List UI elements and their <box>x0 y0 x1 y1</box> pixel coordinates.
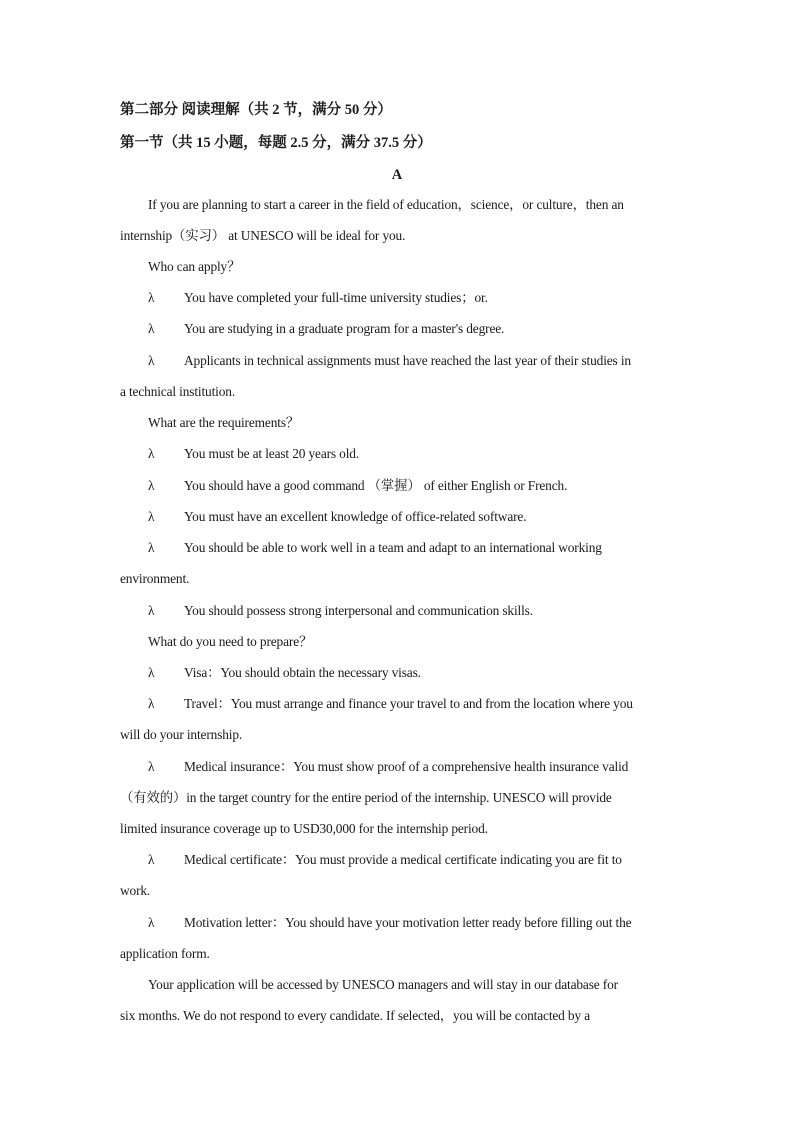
prepare-item-letter-line-2: application form. <box>120 946 210 961</box>
intro-line-2: internship（实习） at UNESCO will be ideal for you. <box>120 228 406 243</box>
requirement-item-4-line-1: You should be able to work well in a team and adapt to an international working <box>184 540 602 555</box>
apply-item-1: You have completed your full-time university studies；or. <box>184 290 488 305</box>
requirement-item-5: You should possess strong interpersonal and communication skills. <box>184 603 533 618</box>
requirement-item-2: You should have a good command （掌握） of either English or French. <box>184 478 568 493</box>
closing-line-1: Your application will be accessed by UNESCO managers and will stay in our database for <box>148 977 618 992</box>
bullet-symbol: λ <box>148 665 155 680</box>
bullet-symbol: λ <box>148 321 155 336</box>
apply-item-3-line-1: Applicants in technical assignments must have reached the last year of their studies in <box>184 353 631 368</box>
prepare-item-insurance-line-3: limited insurance coverage up to USD30,000 for the internship period. <box>120 821 488 836</box>
prepare-item-insurance-line-2: （有效的）in the target country for the entire period of the internship. UNESCO will provide <box>120 790 612 805</box>
bullet-symbol: λ <box>148 478 155 493</box>
bullet-symbol: λ <box>148 540 155 555</box>
question-requirements: What are the requirements？ <box>148 415 300 430</box>
prepare-item-certificate-line-1: Medical certificate：You must provide a medical certificate indicating you are fit to <box>184 852 622 867</box>
bullet-symbol: λ <box>148 509 155 524</box>
subsection-heading: 第一节（共 15 小题，每题 2.5 分，满分 37.5 分） <box>120 135 432 151</box>
bullet-symbol: λ <box>148 290 155 305</box>
question-prepare: What do you need to prepare？ <box>148 634 313 649</box>
prepare-item-letter-line-1: Motivation letter：You should have your motivation letter ready before filling out the <box>184 915 632 930</box>
prepare-item-certificate-line-2: work. <box>120 883 151 898</box>
apply-item-3-line-2: a technical institution. <box>120 384 236 399</box>
bullet-symbol: λ <box>148 852 155 867</box>
intro-line-1: If you are planning to start a career in the field of education，science，or culture，then an <box>148 197 624 212</box>
apply-item-2: You are studying in a graduate program for a master's degree. <box>184 321 505 336</box>
bullet-symbol: λ <box>148 603 155 618</box>
prepare-item-visa: Visa：You should obtain the necessary visas. <box>184 665 421 680</box>
bullet-symbol: λ <box>148 915 155 930</box>
section-heading: 第二部分 阅读理解（共 2 节，满分 50 分） <box>120 102 392 118</box>
prepare-item-travel-line-1: Travel：You must arrange and finance your travel to and from the location where you <box>184 696 633 711</box>
prepare-item-insurance-line-1: Medical insurance：You must show proof of a comprehensive health insurance valid <box>184 759 629 774</box>
requirement-item-1: You must be at least 20 years old. <box>184 446 360 461</box>
passage-label: A <box>391 167 403 183</box>
bullet-symbol: λ <box>148 353 155 368</box>
requirement-item-3: You must have an excellent knowledge of office-related software. <box>184 509 527 524</box>
bullet-symbol: λ <box>148 759 155 774</box>
closing-line-2: six months. We do not respond to every candidate. If selected，you will be contacted by a <box>120 1008 591 1023</box>
requirement-item-4-line-2: environment. <box>120 571 190 586</box>
bullet-symbol: λ <box>148 446 155 461</box>
prepare-item-travel-line-2: will do your internship. <box>120 727 243 742</box>
question-who-can-apply: Who can apply？ <box>148 259 241 274</box>
bullet-symbol: λ <box>148 696 155 711</box>
